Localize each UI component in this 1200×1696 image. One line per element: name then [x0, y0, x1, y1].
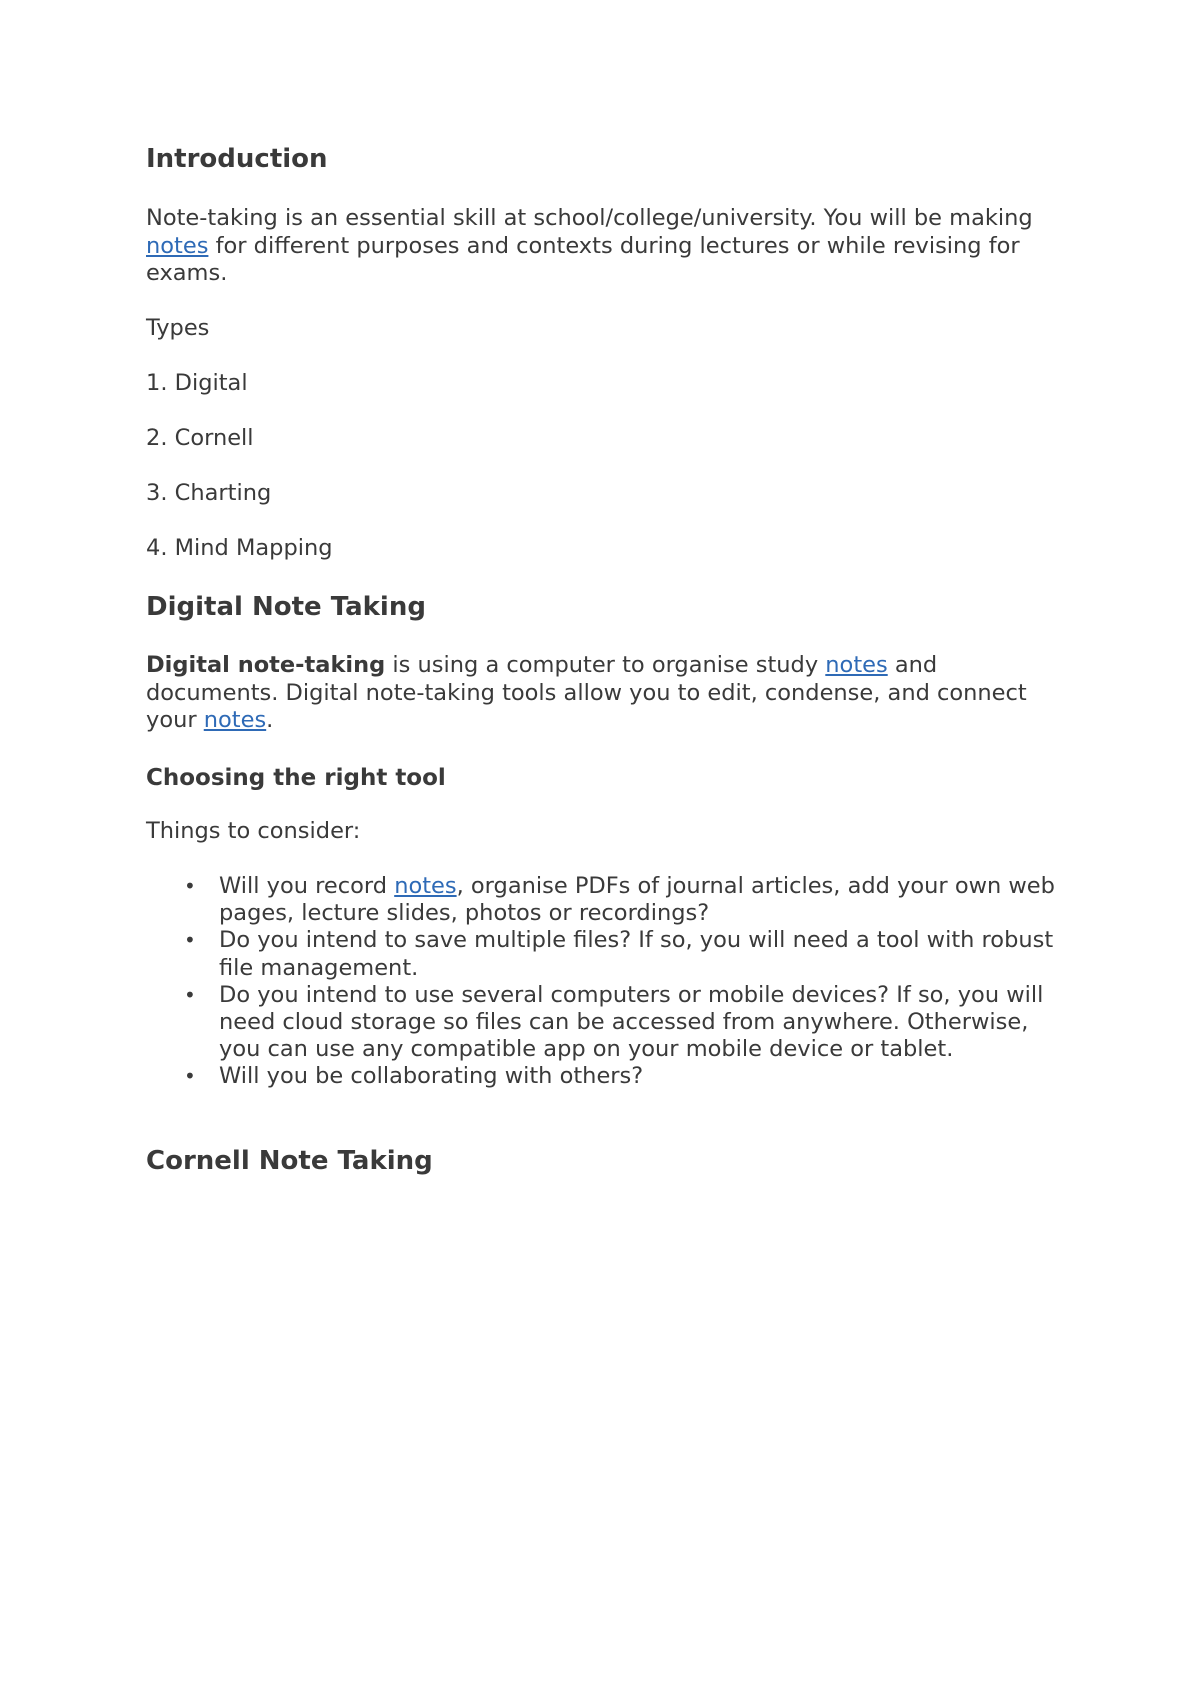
- list-item: [146, 927, 1066, 981]
- notes-link[interactable]: notes: [394, 873, 457, 899]
- intro-text-part2: for different purposes and contexts during lectures or while revising for exams.: [146, 232, 1020, 286]
- bullet-icon: •: [184, 1064, 196, 1089]
- introduction-paragraph: [146, 205, 1066, 288]
- notes-link[interactable]: notes: [203, 707, 267, 733]
- digital-paragraph: [146, 652, 1066, 735]
- bullet-text-part2: , organise PDFs of journal articles, add your own web pages, lecture slides, photos or recordings?: [219, 873, 1055, 927]
- notes-link[interactable]: notes: [825, 652, 888, 678]
- types-label: Types: [146, 315, 210, 341]
- type-item-cornell: 2. Cornell: [146, 425, 254, 451]
- bullet-text: Will you be collaborating with others?: [219, 1063, 644, 1090]
- list-item: [146, 982, 1066, 1064]
- bullet-text: Do you intend to use several computers or mobile devices? If so, you will need cloud storage so files can be accessed from anywhere. Otherwise, you can use any compatible app on your mobile device or tablet.: [219, 981, 1044, 1063]
- digital-note-taking-heading: Digital Note Taking: [146, 592, 426, 622]
- choosing-tool-heading: Choosing the right tool: [146, 765, 446, 791]
- notes-link[interactable]: notes: [146, 232, 209, 259]
- document-page: [146, 0, 1066, 1696]
- type-item-charting: 3. Charting: [146, 480, 272, 506]
- digital-text-part3: .: [266, 707, 274, 733]
- list-item: [146, 1063, 1066, 1090]
- list-item: [146, 873, 1066, 927]
- digital-text-part2: and documents. Digital note-taking tools allow you to edit, condense, and connect your: [146, 652, 1027, 733]
- intro-text-part1: Note-taking is an essential skill at school/college/university. You will be making: [146, 205, 1033, 231]
- things-to-consider-label: Things to consider:: [146, 818, 361, 844]
- bullet-icon: •: [184, 874, 196, 898]
- digital-text-part1: is using a computer to organise study: [385, 652, 826, 678]
- digital-bold-lead: Digital note-taking: [146, 652, 386, 678]
- bullet-icon: •: [184, 928, 196, 953]
- cornell-note-taking-heading: Cornell Note Taking: [146, 1146, 433, 1176]
- introduction-heading: Introduction: [146, 144, 328, 174]
- considerations-list: [146, 873, 1066, 1091]
- type-item-digital: 1. Digital: [146, 370, 248, 396]
- bullet-icon: •: [184, 982, 196, 1007]
- bullet-text-part1: Will you record: [219, 873, 395, 899]
- type-item-mind-mapping: 4. Mind Mapping: [146, 535, 333, 561]
- bullet-text: Do you intend to save multiple files? If so, you will need a tool with robust file management.: [219, 927, 1054, 981]
